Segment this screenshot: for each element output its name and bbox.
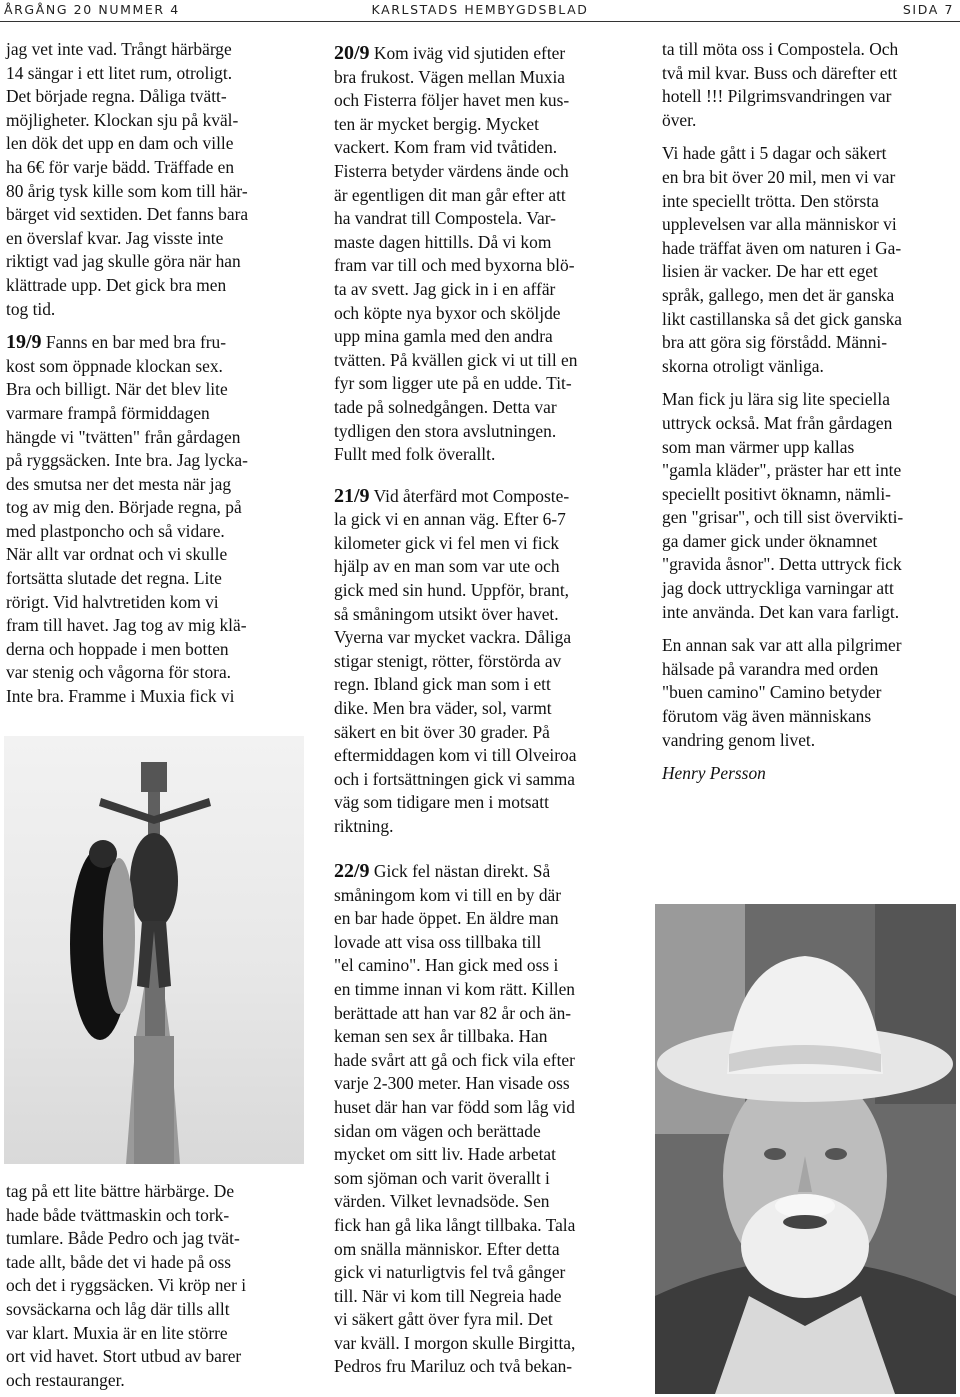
column-2-continued [334, 860, 634, 1379]
col1-paragraph-3: tag på ett lite bättre härbärge. De hade både tvättmaskin och tork- tumlare. Både Pedro och jag tvät- tade allt, både det vi hade på oss och det i ryggsäcken. Vi kröp ner i sovsäckarna och låg där tills allt var klart. Muxia är en lite större ort vid havet. Stort utbud av barer och restauranger. [6, 1181, 247, 1390]
column-1 [6, 38, 306, 709]
col3-paragraph-3: Man fick ju lära sig lite speciella uttryck också. Mat från gårdagen som man värmer upp kallas "gamla kläder", präster har ett inte speciellt positivt öknamn, nämli- gen "grisar", och till sist övervikti- ga damer gick under öknamnet "gravida åsnor". Detta uttryck fick jag dock uttryckliga varningar att inte använda. Det kan vara farligt. [662, 389, 904, 622]
page-number: SIDA 7 [902, 2, 954, 17]
publication-title: KARLSTADS HEMBYGDSBLAD [371, 2, 589, 17]
col2-paragraph-2-text: Vid återfärd mot Composte- la gick vi en annan väg. Efter 6-7 kilometer gick vi fel men vi fick hjälp av en man som var ute och gick med sin hund. Uppför, brant, så småningom utsikt över havet. Vyerna var mycket vackra. Dåliga stigar stenigt, rötter, förstörda av regn. Ibland gick man som i ett dike. Men bra väder, sol, varmt säkert en bit över 30 grader. På eftermiddagen kom vi till Olveiroa och i fortsättningen gick vi samma väg som tidigare men i motsatt riktning. [334, 485, 577, 836]
author-portrait-image [655, 904, 956, 1394]
header-rule [0, 21, 960, 22]
author-signature: Henry Persson [662, 763, 766, 784]
col1-paragraph-1: jag vet inte vad. Trångt härbärge 14 sängar i ett litet rum, otroligt. Det började regna. Dåliga tvätt- möjligheter. Klockan sju på kväl- len dök det upp en dam och ville ha 6€ för varje bädd. Träffade en 80 årig tysk kille som kom till här- bärget vid sextiden. Det fanns bara en överslaf kvar. Jag visste inte riktigt vad jag skulle göra när han klättrade upp. Det gick bra men tog tid. [6, 39, 249, 319]
col2-paragraph-3 [334, 860, 634, 1379]
col1-paragraph-2-text: Fanns en bar med bra fru- kost som öppnade klockan sex. Bra och billigt. När det blev lite varmare frampå förmiddagen hängde vi "tvätten" från gårdagen på ryggsäcken. Inte bra. Jag lycka- des smutsa ner det mesta när jag tog av mig den. Började regna, på med plastponcho och så vidare. När allt var ordnat och vi skulle fortsätta slutade det regna. Lite rörigt. Vid halvtretiden kom vi fram till havet. Jag tog av mig klä- derna och hoppade i men botten var stenig och vågorna för stora. Inte bra. Framme i Muxia fick vi [6, 332, 248, 707]
issue-label: ÅRGÅNG 20 NUMMER 4 [4, 2, 180, 17]
col2-paragraph-1-text: Kom iväg vid sjutiden efter bra frukost. Vägen mellan Muxia och Fisterra följer havet men kus- ten är mycket bergig. Mycket vackert. Kom fram vid tvåtiden. Fisterra betyder värdens ände och är egentligen dit man går efter att ha vandrat till Compostela. Var- maste dagen hittills. Då vi kom fram var till och med byxorna blö- ta av svett. Jag gick in i en affär och köpte nya byxor och sköljde upp mina gamla med den andra tvätten. På kvällen gick vi ut till en fyr som ligger ute på en udde. Tit- tade på solnedgången. Detta var tydligen den stora avslutningen. Fullt med folk överallt. [334, 43, 578, 465]
stone-cross-image [4, 736, 304, 1164]
stone-cross-photo [4, 736, 304, 1164]
col1-paragraph-2 [6, 331, 306, 709]
date-20-9: 20/9 [334, 42, 370, 64]
column-1-continued [6, 1180, 306, 1392]
date-19-9: 19/9 [6, 331, 42, 354]
page-header [0, 0, 960, 22]
date-21-9: 21/9 [334, 484, 370, 507]
column-3 [662, 38, 956, 786]
column-2 [334, 42, 634, 839]
col3-paragraph-1: ta till möta oss i Compostela. Och två mil kvar. Buss och därefter ett hotell !!! Pilgrimsvandringen var över. [662, 39, 899, 130]
col2-paragraph-3-text: Gick fel nästan direkt. Så småningom kom vi till en by där en bar hade öppet. En äldre man lovade att visa oss tillbaka till "el camino". Han gick med oss i en timme innan vi kom rätt. Killen berättade att han var 82 år och än- keman sen sex år tillbaka. Han hade svårt att gå och fick vila efter varje 2-300 meter. Han visade oss huset där han var född som låg vid sidan om vägen och berättade mycket om sitt liv. Hade arbetat som sjöman och varit överallt i värden. Vilket levnadsöde. Sen fick han gå lika långt tillbaka. Tala om snälla människor. Efter detta gick vi naturligtvis fel två gånger till. När vi kom till Negreia hade vi säkert gått över fyra mil. Det var kväll. I morgon skulle Birgitta, Pedros fru Mariluz och två bekan- [334, 861, 576, 1377]
col2-paragraph-1 [334, 42, 634, 467]
col2-paragraph-2 [334, 485, 634, 839]
date-22-9: 22/9 [334, 860, 370, 882]
col3-paragraph-2: Vi hade gått i 5 dagar och säkert en bra bit över 20 mil, men vi var inte speciellt trötta. Den största upplevelsen var alla människor vi hade träffat även om naturen i Ga- lisien är vacker. De har ett eget språk, gallego, men det är ganska likt castillanska så det gick ganska bra att göra sig förstådd. Männi- skorna otroligt vänliga. [662, 143, 903, 376]
col3-paragraph-4: En annan sak var att alla pilgrimer hälsade på varandra med orden "buen camino" Camino betyder förutom väg även människans vandring genom livet. [662, 635, 902, 750]
author-portrait-photo [655, 904, 956, 1394]
